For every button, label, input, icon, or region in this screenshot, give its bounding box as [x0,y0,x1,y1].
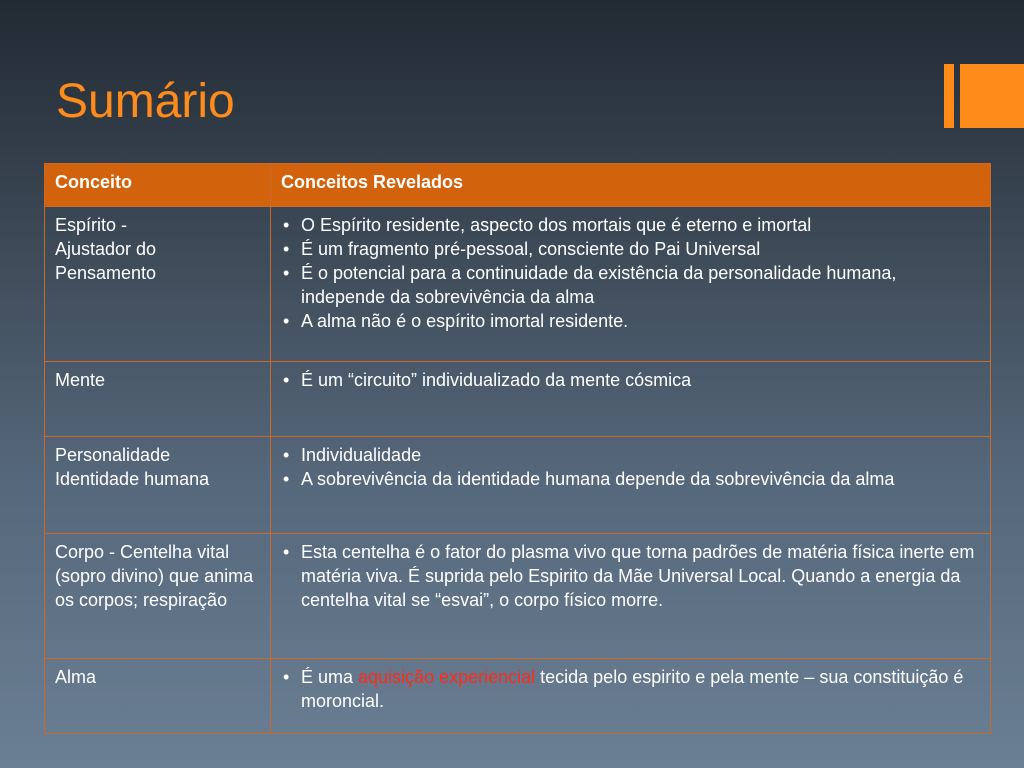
bullet-list [281,443,980,491]
revealed-cell [271,362,991,437]
table-row [45,207,991,362]
table-row [45,437,991,534]
slide-title: Sumário [56,75,235,128]
bullet-text-start: É uma [301,667,359,687]
bullet-list [281,665,980,713]
concept-cell [45,207,271,362]
concept-cell [45,534,271,659]
revealed-cell [271,534,991,659]
column-header-concept: Conceito [45,164,271,207]
bullet-item: • É um “circuito” individualizado da mente cósmica [301,368,980,392]
table-header-row [45,164,991,207]
bullet-item: • A sobrevivência da identidade humana depende da sobrevivência da alma [301,467,980,491]
concept-label: Espírito - Ajustador do Pensamento [55,215,157,283]
bullet-list [281,540,980,612]
column-header-revealed: Conceitos Revelados [271,164,991,207]
bullet-item: • Individualidade [301,443,980,467]
highlighted-phrase: aquisição experiencial [358,667,536,687]
revealed-cell [271,659,991,734]
concept-label: Personalidade Identidade humana [55,445,210,489]
bullet-list [281,213,980,333]
bullet-list [281,368,980,392]
bullet-item: • O Espírito residente, aspecto dos mortais que é eterno e imortal [301,213,980,237]
concept-cell [45,659,271,734]
bullet-text-end: tecida pelo espirito e pela mente – sua constituição é moroncial. [301,667,964,711]
concept-cell [45,437,271,534]
concept-label: Alma [55,667,97,687]
concept-label: Mente [55,370,106,390]
bullet-item: • É o potencial para a continuidade da existência da personalidade humana, independe da sobrevivência da alma [301,261,980,309]
concept-cell [45,362,271,437]
revealed-cell [271,437,991,534]
bullet-item: • A alma não é o espírito imortal residente. [301,309,980,333]
table-row [45,534,991,659]
concept-label: Corpo - Centelha vital (sopro divino) que anima os corpos; respiração [55,542,254,610]
bullet-item: • É um fragmento pré-pessoal, consciente do Pai Universal [301,237,980,261]
table-row [45,362,991,437]
bullet-item: • Esta centelha é o fator do plasma vivo que torna padrões de matéria física inerte em matéria viva. É suprida pelo Espirito da Mãe Universal Local. Quando a energia da centelha vital se “esvai”, o corpo físico morre. [301,540,980,612]
revealed-cell [271,207,991,362]
decorative-block [960,64,1024,128]
bullet-item [301,665,980,713]
decorative-bar [944,64,954,128]
summary-table [44,163,991,734]
table-row [45,659,991,734]
